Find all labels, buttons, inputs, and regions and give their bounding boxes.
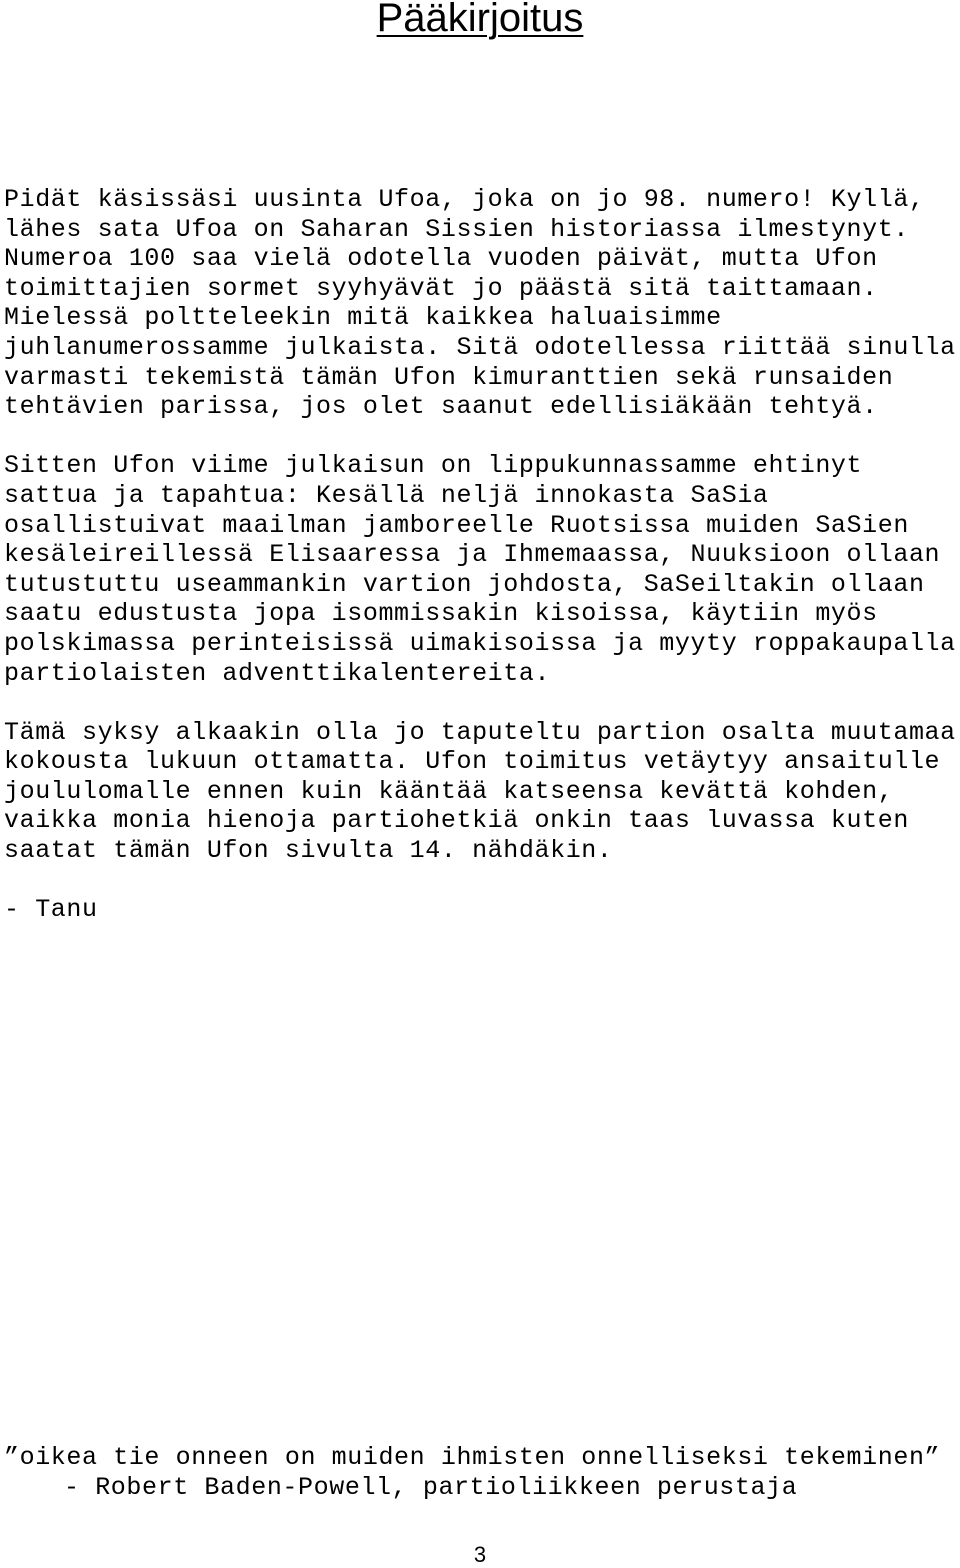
page-title [0,0,960,46]
article-body [4,185,960,954]
page-title-text: Pääkirjoitus [376,0,584,40]
paragraph-autumn: Tämä syksy alkaakin olla jo taputeltu partion osalta muutamaa kokousta lukuun ottamatta. Ufon toimitus vetäytyy ansaitulle joululomalle ennen kuin kääntää katseensa kevättä kohden, vaikka monia hienoja partiohetkiä onkin taas luvassa kuten saatat tämän Ufon sivulta 14. nähdäkin. [4,717,956,866]
page-number: 3 [473,1542,487,1567]
signature: - Tanu [4,895,98,925]
quote-text: ”oikea tie onneen on muiden ihmisten onnelliseksi tekeminen” [4,1443,941,1472]
paragraph-intro: Pidät käsissäsi uusinta Ufoa, joka on jo 98. numero! Kyllä, lähes sata Ufoa on Saharan Sissien historiassa ilmestynyt. Numeroa 100 saa vielä odotella vuoden päivät, mutta Ufon toimittajien sormet syyhyävät jo päästä sitä taittamaan. Mielessä poltteleekin mitä kaikkea haluaisimme juhlanumerossamme julkaista. Sitä odotellessa riittää sinulla varmasti tekemistä tämän Ufon kimuranttien sekä runsaiden tehtävien parissa, jos olet saanut edellisiäkään tehtyä. [4,185,956,422]
paragraph-events: Sitten Ufon viime julkaisun on lippukunnassamme ehtinyt sattua ja tapahtua: Kesällä neljä innokasta SaSia osallistuivat maailman jamboreelle Ruotsissa muiden SaSien kesäleireillessä Elisaaressa ja Ihmemaassa, Nuuksioon ollaan tutustuttu useammankin vartion johdosta, SaSeiltakin ollaan saatu edustusta jopa isommissakin kisoissa, käytiin myös polskimassa perinteisissä uimakisoissa ja myyty roppakaupalla partiolaisten adventtikalentereita. [4,451,956,688]
quote-block [4,1443,960,1502]
quote-attribution: - Robert Baden-Powell, partioliikkeen perustaja [64,1472,798,1502]
